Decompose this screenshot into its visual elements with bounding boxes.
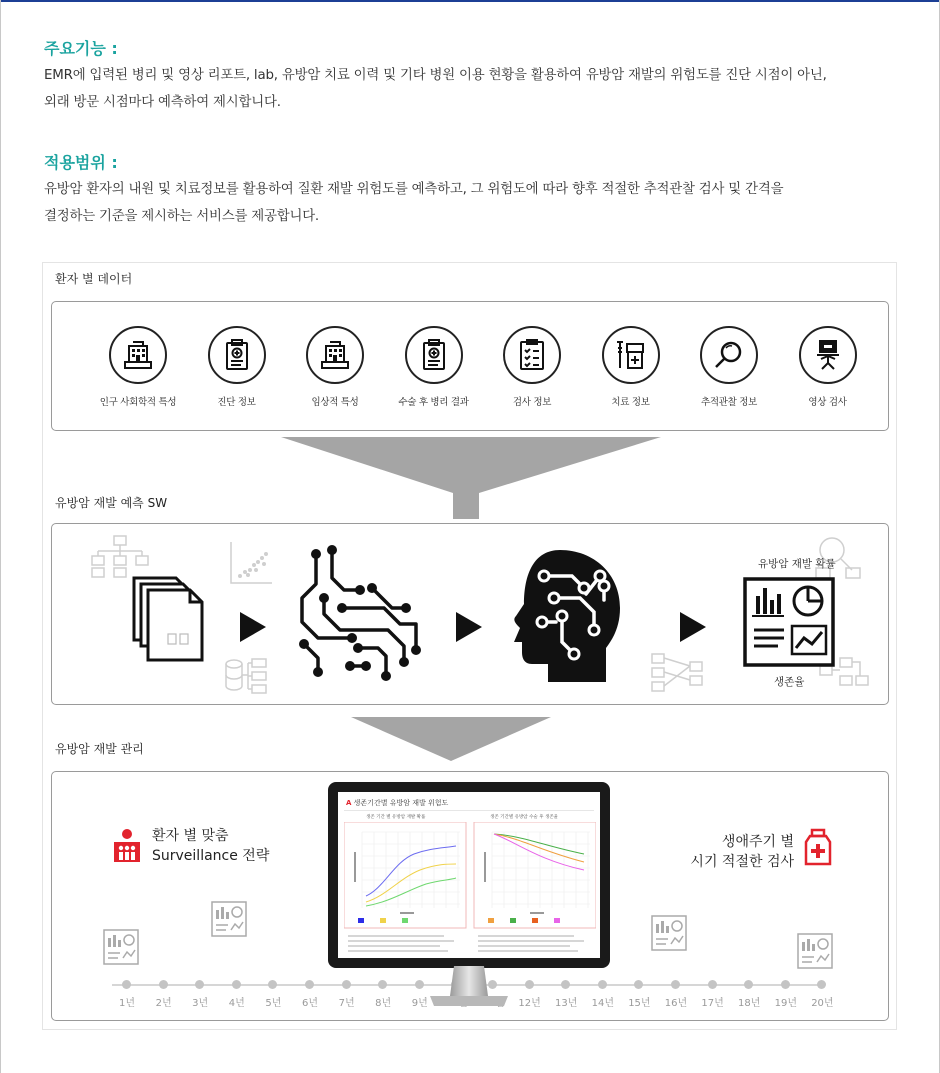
timeline-dot (195, 980, 204, 989)
documents-stack-icon (130, 574, 206, 664)
faded-flow-icon (648, 650, 708, 694)
timeline-year-label: 9년 (411, 998, 428, 1009)
main-function-heading: 주요기능 : (44, 39, 118, 58)
timeline-year-label: 16년 (664, 998, 688, 1009)
patient-data-item (187, 326, 287, 408)
down-arrow-2 (351, 717, 551, 761)
timeline-dot (342, 980, 351, 989)
timeline-year-label: 3년 (192, 998, 209, 1009)
timeline-dot (817, 980, 826, 989)
lifecycle-exam-line2: 시기 적절한 검사 (690, 854, 794, 870)
patient-data-item (482, 326, 582, 408)
patient-data-label: 환자 별 데이터 (53, 271, 140, 289)
patient-data-item-label: 영상 검사 (808, 397, 847, 408)
patients-icon (112, 828, 142, 864)
survival-rate-label: 생존율 (774, 676, 805, 688)
patient-data-item-label: 수술 후 병리 결과 (398, 397, 469, 408)
patient-data-box (51, 301, 889, 431)
building-document-icon (306, 326, 364, 384)
timeline-dot (305, 980, 314, 989)
timeline-dot (634, 980, 643, 989)
timeline-dot (708, 980, 717, 989)
faded-database-icon (224, 656, 270, 696)
timeline-dot (415, 980, 424, 989)
custom-strategy-text (152, 826, 269, 866)
patient-data-item-label: 임상적 특성 (311, 397, 359, 408)
timeline-dot (671, 980, 680, 989)
magnifier-icon (700, 326, 758, 384)
timeline-year-label: 1년 (118, 998, 136, 1009)
timeline-year-label: 8년 (375, 998, 392, 1009)
timeline-dot (525, 980, 534, 989)
scope-line1: 유방암 환자의 내원 및 치료정보를 활용하여 질환 재발 위험도를 예측하고, 그 위험도에 따라 향후 적절한 추적관찰 검사 및 간격을 (44, 182, 784, 197)
monitor-chart1-title: 생존 기간 별 유방암 재발 확률 (366, 815, 426, 820)
checklist-icon (503, 326, 561, 384)
monitor-chart2-title: 생존 기간별 유방암 수술 후 생존율 (490, 815, 559, 820)
clipboard-cross-icon (405, 326, 463, 384)
management-label: 유방암 재발 관리 (53, 741, 152, 759)
custom-strategy-line2: Surveillance 전략 (152, 848, 270, 864)
ai-head-icon (502, 546, 632, 686)
timeline-report-icon-2 (210, 900, 248, 938)
recurrence-prob-label: 유방암 재발 확률 (758, 558, 836, 570)
timeline-year-label: 12년 (518, 998, 541, 1009)
monitor-logo-icon: A (346, 799, 352, 807)
monitor-stand (428, 966, 510, 1008)
timeline-report-icon-3 (650, 914, 688, 952)
patient-data-item-label: 검사 정보 (512, 397, 552, 408)
faded-scatter-icon (228, 540, 274, 586)
patient-data-item (384, 326, 484, 408)
funnel-arrow-1 (281, 437, 661, 519)
arrow-right-2 (456, 612, 482, 642)
timeline-report-icon-1 (102, 928, 140, 966)
timeline-year-label: 20년 (811, 998, 834, 1009)
timeline-report-icon-4 (796, 932, 834, 970)
arrow-right-1 (240, 612, 266, 642)
main-function-line1: EMR에 입력된 병리 및 영상 리포트, lab, 유방암 치료 이력 및 기타 병원 이용 현황을 활용하여 유방암 재발의 위험도를 진단 시점이 아닌, (44, 68, 827, 83)
timeline-year-label: 15년 (628, 998, 651, 1009)
timeline-dot (122, 980, 131, 989)
timeline-dot (268, 980, 277, 989)
timeline-year-label: 4년 (228, 998, 245, 1009)
timeline-dot (744, 980, 753, 989)
timeline-dot (598, 980, 607, 989)
timeline-year-label: 14년 (591, 998, 614, 1009)
scope-text (44, 176, 904, 230)
timeline-dot (378, 980, 387, 989)
timeline-year-label: 17년 (701, 998, 724, 1009)
monitor-charts (344, 822, 596, 958)
top-border-line (0, 0, 940, 2)
patient-data-item (285, 326, 385, 408)
patient-data-item-label: 인구 사회학적 특성 (99, 397, 177, 408)
custom-strategy-line1: 환자 별 맞춤 (152, 828, 229, 844)
patient-data-item (581, 326, 681, 408)
clipboard-cross-icon (208, 326, 266, 384)
patient-data-item (778, 326, 878, 408)
timeline-year-label: 6년 (301, 998, 319, 1009)
timeline-dot (159, 980, 168, 989)
monitor-divider (344, 810, 594, 811)
arrow-right-3 (680, 612, 706, 642)
main-function-line2: 외래 방문 시점마다 예측하여 제시합니다. (44, 95, 281, 110)
timeline-dot (232, 980, 241, 989)
patient-data-item (679, 326, 779, 408)
building-document-icon (109, 326, 167, 384)
report-board-icon (742, 576, 838, 668)
timeline-dot (781, 980, 790, 989)
timeline-year-label: 5년 (265, 998, 282, 1009)
monitor-title: 생존기간별 유방암 재발 위험도 (353, 799, 449, 807)
predict-sw-label: 유방암 재발 예측 SW (53, 495, 175, 513)
timeline-year-label: 19년 (774, 998, 797, 1009)
diagram-container (42, 262, 897, 1030)
monitor (328, 782, 610, 968)
medicine-bottle-icon (802, 828, 834, 868)
timeline-dot (561, 980, 570, 989)
timeline-year-label: 18년 (737, 998, 761, 1009)
main-function-text (44, 62, 904, 116)
monitor-screen (338, 792, 600, 958)
scope-line2: 결정하는 기준을 제시하는 서비스를 제공합니다. (44, 209, 319, 224)
scope-heading: 적용범위 : (44, 153, 118, 172)
patient-data-item-label: 추적관찰 정보 (701, 397, 757, 408)
management-box (51, 771, 889, 1021)
timeline-year-label: 13년 (554, 998, 578, 1009)
lifecycle-exam-line1: 생애주기 별 (721, 834, 794, 850)
syringe-medicine-icon (602, 326, 660, 384)
patient-data-item-label: 치료 정보 (611, 397, 650, 408)
timeline-year-label: 7년 (338, 998, 355, 1009)
left-border (0, 0, 1, 1073)
timeline-year-label: 2년 (155, 998, 172, 1009)
scan-person-icon (799, 326, 857, 384)
patient-data-item (88, 326, 188, 408)
circuit-icon (288, 544, 430, 688)
lifecycle-exam-text (690, 832, 794, 872)
monitor-title-row (346, 798, 448, 808)
patient-data-item-label: 진단 정보 (217, 397, 256, 408)
predict-sw-box (51, 523, 889, 705)
